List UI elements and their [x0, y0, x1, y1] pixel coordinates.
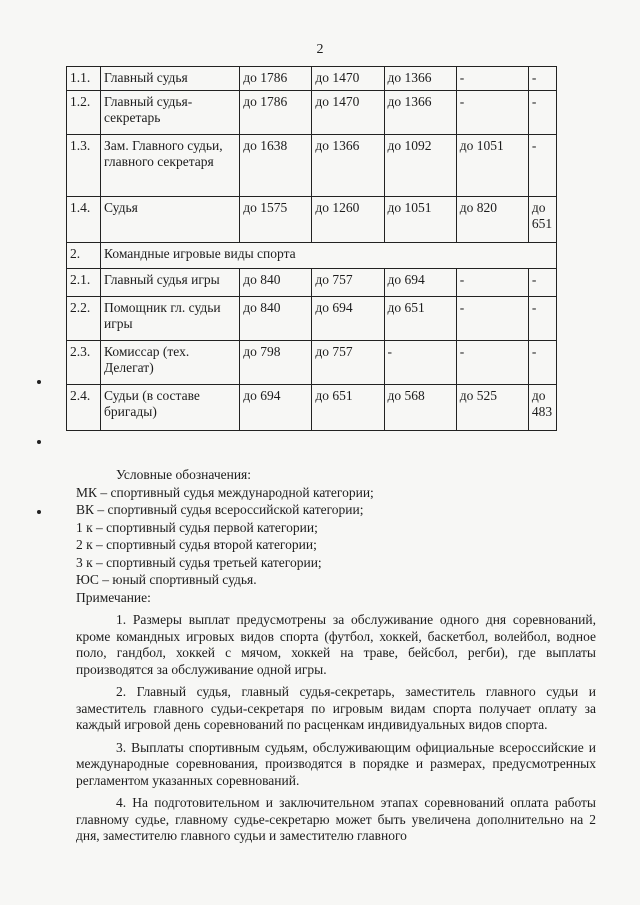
row-number: 1.1. [67, 67, 101, 91]
margin-dot [37, 380, 41, 384]
rate-cell: до 1260 [312, 197, 384, 243]
rate-cell: - [456, 91, 528, 135]
position-cell: Судьи (в составе бригады) [101, 385, 240, 431]
rate-cell: до 651 [528, 197, 556, 243]
table-row [67, 91, 557, 135]
position-cell: Главный судья игры [101, 269, 240, 297]
rate-cell: до 694 [312, 297, 384, 341]
table-row [67, 341, 557, 385]
legend-heading: Условные обозначения: [116, 467, 252, 482]
table-row [67, 269, 557, 297]
rate-cell: до 1366 [384, 91, 456, 135]
rate-cell: до 820 [456, 197, 528, 243]
legend-block [76, 466, 596, 851]
rate-cell: до 1638 [240, 135, 312, 197]
rate-cell: до 757 [312, 269, 384, 297]
rate-cell: - [456, 269, 528, 297]
rate-cell: до 1092 [384, 135, 456, 197]
rate-cell: до 840 [240, 269, 312, 297]
rate-cell: - [456, 67, 528, 91]
legend-item: 3 к – спортивный судья третьей категории; [76, 554, 322, 570]
table-row [67, 135, 557, 197]
page-number: 2 [316, 42, 324, 57]
position-cell: Главный судья [101, 67, 240, 91]
position-cell: Судья [101, 197, 240, 243]
section-row [67, 243, 557, 269]
rate-cell: до 1366 [384, 67, 456, 91]
rate-cell: до 1051 [456, 135, 528, 197]
position-cell: Комиссар (тех. Делегат) [101, 341, 240, 385]
rate-cell: - [384, 341, 456, 385]
rate-cell: - [528, 67, 556, 91]
rate-cell: до 651 [384, 297, 456, 341]
rate-cell: до 757 [312, 341, 384, 385]
row-number: 2.1. [67, 269, 101, 297]
legend-item: 2 к – спортивный судья второй категории; [76, 537, 317, 552]
position-cell: Помощник гл. судьи игры [101, 297, 240, 341]
note-paragraph: 1. Размеры выплат предусмотрены за обслуживание одного дня соревнований, кроме командных игровых видов спорта (футбол, хоккей, баскетбол, волейбол, водное поло, гандбол, хоккей с мячом, хоккей на траве, бейсбол, регби), где выплаты производятся за обслуживание одной игры. [76, 612, 596, 677]
row-number: 1.3. [67, 135, 101, 197]
rate-cell: до 798 [240, 341, 312, 385]
rate-cell: до 840 [240, 297, 312, 341]
note-paragraph: 4. На подготовительном и заключительном этапах соревнований оплата работы главному судье, главному судье-секретарю может быть увеличена дополнительно на 2 дня, заместителю главного судьи и заместителю главного [76, 795, 596, 843]
row-number: 1.4. [67, 197, 101, 243]
rate-cell: до 483 [528, 385, 556, 431]
row-number: 2. [67, 243, 101, 269]
rate-cell: - [528, 135, 556, 197]
rate-cell: - [528, 91, 556, 135]
rates-table [66, 66, 557, 431]
rate-cell: до 651 [312, 385, 384, 431]
rate-cell: до 1470 [312, 67, 384, 91]
legend-item: ВК – спортивный судья всероссийской категории; [76, 502, 364, 517]
rate-cell: до 1786 [240, 67, 312, 91]
rate-cell: - [528, 341, 556, 385]
rate-cell: до 1786 [240, 91, 312, 135]
rate-cell: - [456, 341, 528, 385]
position-cell: Зам. Главного судьи, главного секретаря [101, 135, 240, 197]
rate-cell: до 1366 [312, 135, 384, 197]
rate-cell: - [528, 269, 556, 297]
note-paragraph: 3. Выплаты спортивным судьям, обслуживающим официальные всероссийские и международные соревнования, производятся в порядке и размерах, предусмотренных регламентом указанных соревнований. [76, 739, 596, 788]
table-row [67, 67, 557, 91]
row-number: 1.2. [67, 91, 101, 135]
position-cell: Главный судья-секретарь [101, 91, 240, 135]
margin-dot [37, 440, 41, 444]
legend-item: ЮС – юный спортивный судья. [76, 572, 257, 587]
rate-cell: до 525 [456, 385, 528, 431]
table-row [67, 297, 557, 341]
rate-cell: до 694 [384, 269, 456, 297]
row-number: 2.3. [67, 341, 101, 385]
legend-item: 1 к – спортивный судья первой категории; [76, 519, 318, 535]
rate-cell: - [456, 297, 528, 341]
rate-cell: - [528, 297, 556, 341]
margin-dot [37, 510, 41, 514]
note-paragraph: 2. Главный судья, главный судья-секретарь, заместитель главного судьи и заместитель главного судьи-секретаря по игровым видам спорта получает оплату за каждый игровой день соревнований по расценкам индивидуальных видов спорта. [76, 684, 596, 732]
section-title: Командные игровые виды спорта [101, 243, 557, 269]
row-number: 2.4. [67, 385, 101, 431]
rate-cell: до 1051 [384, 197, 456, 243]
rate-cell: до 694 [240, 385, 312, 431]
legend-item: МК – спортивный судья международной категории; [76, 484, 374, 500]
table-row [67, 385, 557, 431]
table-row [67, 197, 557, 243]
rate-cell: до 568 [384, 385, 456, 431]
rate-cell: до 1575 [240, 197, 312, 243]
rate-cell: до 1470 [312, 91, 384, 135]
note-heading: Примечание: [76, 589, 151, 605]
row-number: 2.2. [67, 297, 101, 341]
